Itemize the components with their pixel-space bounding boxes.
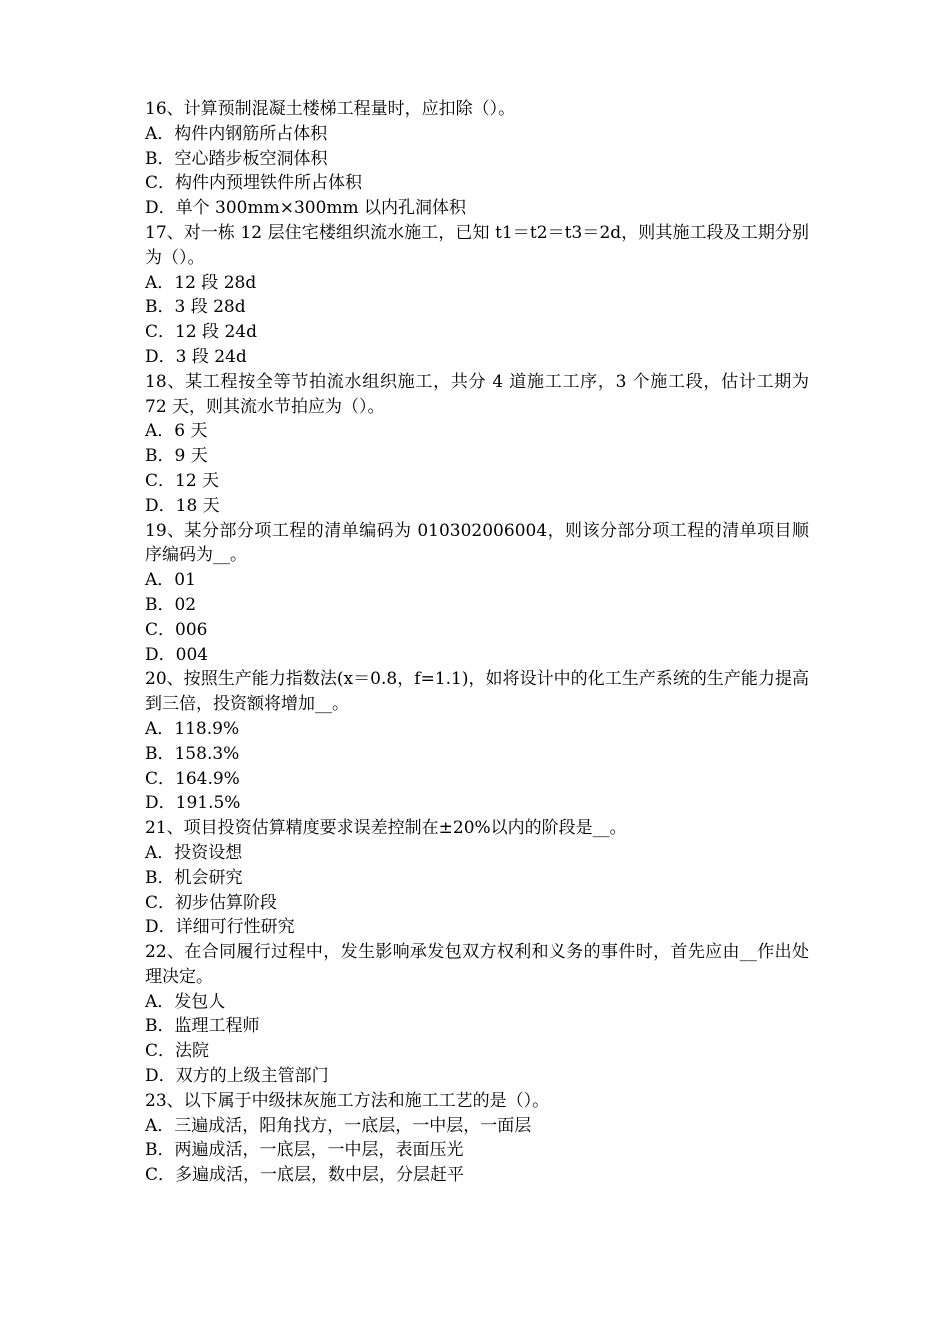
- question-block: [145, 667, 809, 816]
- question-list: [145, 97, 809, 1188]
- option-c: C．12 天: [145, 470, 220, 491]
- option-d: D．004: [145, 644, 209, 665]
- option-d: D．详细可行性研究: [145, 917, 295, 938]
- option-a: A．三遍成活，阳角找方，一底层，一中层，一面层: [145, 1115, 532, 1136]
- option-c: C．12 段 24d: [145, 322, 257, 343]
- option-a: A．发包人: [145, 991, 226, 1012]
- question-text: 16、计算预制混凝土楼梯工程量时，应扣除（）。: [145, 99, 516, 119]
- option-b: B．机会研究: [145, 867, 243, 888]
- option-c: C．164.9%: [145, 768, 240, 789]
- option-b: B．空心踏步板空洞体积: [145, 148, 328, 169]
- question-text: 23、以下属于中级抹灰施工方法和施工工艺的是（）。: [145, 1090, 550, 1111]
- option-a: A．构件内钢筋所占体积: [145, 123, 328, 144]
- question-text: 22、在合同履行过程中，发生影响承发包双方权利和义务的事件时，首先应由__作出处理决定。: [145, 942, 809, 987]
- question-block: [145, 816, 809, 940]
- question-text: 21、项目投资估算精度要求误差控制在±20%以内的阶段是__。: [145, 818, 627, 839]
- option-c: C．构件内预埋铁件所占体积: [145, 173, 363, 194]
- option-d: D．191.5%: [145, 793, 241, 814]
- option-d: D．单个 300mm×300mm 以内孔洞体积: [145, 198, 467, 219]
- option-b: B．两遍成活，一底层，一中层，表面压光: [145, 1140, 464, 1161]
- question-block: [145, 221, 809, 370]
- question-block: [145, 370, 809, 519]
- option-d: D．3 段 24d: [145, 346, 247, 367]
- question-block: [145, 519, 809, 668]
- question-text: 19、某分部分项工程的清单编码为 010302006004，则该分部分项工程的清单项目顺序编码为__。: [145, 520, 809, 566]
- question-block: [145, 940, 809, 1089]
- option-d: D．双方的上级主管部门: [145, 1066, 329, 1087]
- option-b: B．02: [145, 594, 197, 615]
- question-text: 18、某工程按全等节拍流水组织施工，共分 4 道施工工序，3 个施工段，估计工期为 72 天，则其流水节拍应为（）。: [145, 371, 809, 417]
- option-c: C．多遍成活，一底层，数中层，分层赶平: [145, 1165, 465, 1186]
- option-a: A．01: [145, 570, 196, 591]
- question-block: [145, 1089, 809, 1188]
- option-b: B．监理工程师: [145, 1016, 260, 1037]
- question-text: 20、按照生产能力指数法(x＝0.8，f=1.1)，如将设计中的化工生产系统的生产能力提高到三倍，投资额将增加__。: [145, 669, 809, 715]
- option-a: A．6 天: [145, 421, 208, 442]
- option-b: B．9 天: [145, 446, 208, 467]
- option-c: C．法院: [145, 1041, 210, 1062]
- option-d: D．18 天: [145, 495, 220, 516]
- question-block: [145, 97, 809, 221]
- option-b: B．158.3%: [145, 743, 240, 764]
- option-c: C．006: [145, 619, 208, 640]
- option-a: A．12 段 28d: [145, 272, 257, 293]
- option-a: A．118.9%: [145, 718, 240, 739]
- question-text: 17、对一栋 12 层住宅楼组织流水施工，已知 t1＝t2＝t3＝2d，则其施工段及工期分别为（）。: [145, 222, 809, 268]
- option-a: A．投资设想: [145, 842, 243, 863]
- option-b: B．3 段 28d: [145, 297, 246, 318]
- option-c: C．初步估算阶段: [145, 892, 278, 913]
